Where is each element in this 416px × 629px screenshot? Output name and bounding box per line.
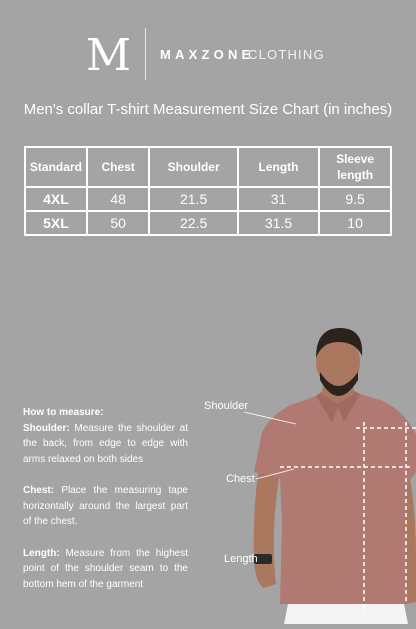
page-title: Men's collar T-shirt Measurement Size Chart (in inches) xyxy=(23,101,393,118)
header-sleeve-length: Sleeve length xyxy=(319,147,391,187)
cell-standard: 4XL xyxy=(25,187,87,211)
cell-chest: 50 xyxy=(87,211,150,235)
chest-text: Place the measuring tape horizontally around the largest part of the chest. xyxy=(23,485,188,527)
shoulder-text: Measure the shoulder at the back, from edge to edge with arms relaxed on both sides xyxy=(23,422,188,465)
cell-length: 31.5 xyxy=(238,211,319,235)
label-chest: Chest xyxy=(226,473,255,485)
model-figure xyxy=(196,322,416,624)
logo-mark: M xyxy=(86,30,130,81)
table-row xyxy=(25,211,391,235)
header-standard: Standard xyxy=(25,147,87,187)
brand-logo xyxy=(0,28,416,88)
cell-shoulder: 22.5 xyxy=(149,211,237,235)
cell-sleeve-length: 10 xyxy=(319,211,391,235)
length-term: Length: xyxy=(23,547,60,559)
brand-name: MAXZONE xyxy=(160,47,255,62)
howto-length xyxy=(23,546,188,593)
label-shoulder: Shoulder xyxy=(204,400,249,412)
size-chart-table xyxy=(24,146,392,236)
header-length: Length xyxy=(238,147,319,187)
table-row xyxy=(25,187,391,211)
cell-standard: 5XL xyxy=(25,211,87,235)
cell-length: 31 xyxy=(238,187,319,211)
howto-heading: How to measure: xyxy=(23,407,104,418)
cell-sleeve-length: 9.5 xyxy=(319,187,391,211)
length-text: Measure from the highest point of the shoulder seam to the bottom hem of the garment xyxy=(23,547,188,590)
how-to-measure xyxy=(23,405,188,608)
cell-shoulder: 21.5 xyxy=(149,187,237,211)
pants-shape xyxy=(284,604,408,624)
cell-chest: 48 xyxy=(87,187,150,211)
header-shoulder: Shoulder xyxy=(149,147,237,187)
logo-divider xyxy=(145,28,146,80)
howto-shoulder xyxy=(23,421,188,468)
brand-suffix: CLOTHING xyxy=(248,47,325,62)
howto-chest xyxy=(23,483,188,530)
label-length: Length xyxy=(224,553,258,565)
table-header-row xyxy=(25,147,391,187)
header-chest: Chest xyxy=(87,147,150,187)
chest-term: Chest: xyxy=(23,485,55,496)
shirt-shape xyxy=(254,394,416,604)
shoulder-term: Shoulder: xyxy=(23,422,70,434)
